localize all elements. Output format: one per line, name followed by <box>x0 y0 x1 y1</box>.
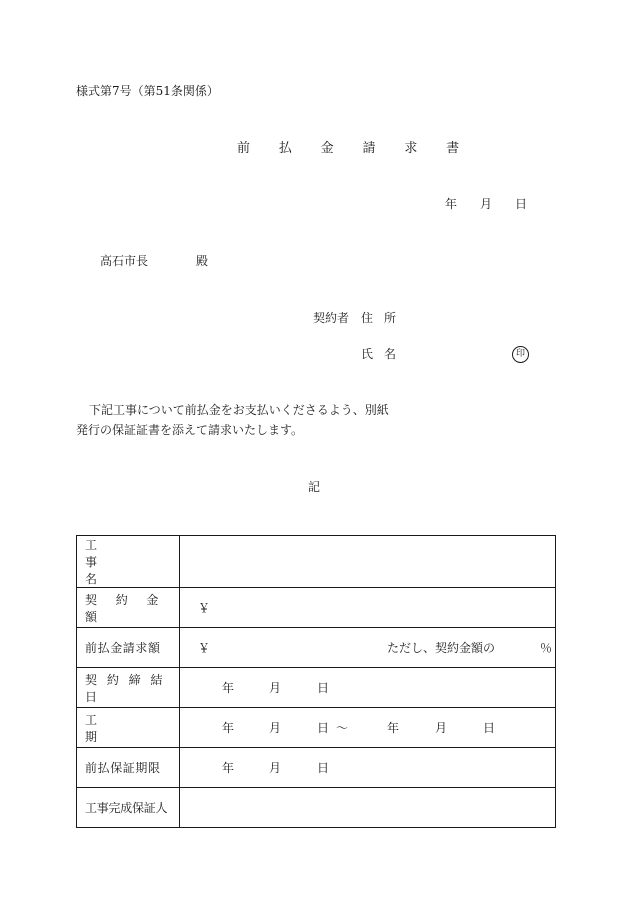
currency-symbol: ￥ <box>198 601 211 615</box>
ki-heading: 記 <box>308 480 321 494</box>
label-text: 契 約 金 額 <box>85 592 166 624</box>
label-guarantee-limit <box>77 748 180 788</box>
day-unit: 日 <box>317 721 330 735</box>
table-row <box>77 748 556 788</box>
document-title: 前 払 金 請 求 書 <box>237 141 472 156</box>
label-text: 前払保証期限 <box>85 761 161 775</box>
contractor-name-label: 氏 名 <box>361 347 400 361</box>
seal-mark <box>512 346 529 363</box>
seal-icon: 印 <box>512 346 529 363</box>
year-unit-end: 年 <box>387 721 400 735</box>
date-year: 年 <box>445 197 458 211</box>
value-guarantor[interactable] <box>180 788 556 828</box>
label-construction-name <box>77 536 180 588</box>
year-unit: 年 <box>222 681 235 695</box>
day-unit-end: 日 <box>483 721 496 735</box>
month-unit: 月 <box>269 681 282 695</box>
label-text: 前払金請求額 <box>85 641 161 655</box>
label-text: 契 約 締 結 日 <box>85 672 166 704</box>
percent-sign: ％ <box>540 641 553 655</box>
table-row <box>77 788 556 828</box>
date-month: 月 <box>480 197 493 211</box>
prepay-note: ただし、契約金額の <box>387 641 496 655</box>
label-prepay-amount <box>77 628 180 668</box>
table-row <box>77 536 556 588</box>
month-unit: 月 <box>269 721 282 735</box>
table-row <box>77 588 556 628</box>
day-unit: 日 <box>317 761 330 775</box>
month-unit: 月 <box>269 761 282 775</box>
label-text: 工事完成保証人 <box>85 801 168 815</box>
date-day: 日 <box>515 197 528 211</box>
table-row <box>77 628 556 668</box>
year-unit: 年 <box>222 721 235 735</box>
contractor-role: 契約者 <box>313 311 350 325</box>
label-period <box>77 708 180 748</box>
form-number: 様式第7号（第51条関係） <box>76 84 219 98</box>
value-guarantee-limit[interactable] <box>180 748 556 788</box>
month-unit-end: 月 <box>435 721 448 735</box>
table-row <box>77 668 556 708</box>
label-guarantor <box>77 788 180 828</box>
contractor-address-label: 住 所 <box>361 311 400 325</box>
request-table <box>76 535 556 828</box>
value-period[interactable] <box>180 708 556 748</box>
value-construction-name[interactable] <box>180 536 556 588</box>
label-contract-amount <box>77 588 180 628</box>
addressee-honorific: 殿 <box>196 254 209 268</box>
body-text-line1: 下記工事について前払金をお支払いくださるよう、別紙 <box>89 403 389 417</box>
addressee-name: 高石市長 <box>100 254 149 268</box>
table-row <box>77 708 556 748</box>
body-text-line2: 発行の保証証書を添えて請求いたします。 <box>76 423 304 437</box>
value-contract-date[interactable] <box>180 668 556 708</box>
tilde-separator: ～ <box>336 721 349 735</box>
year-unit: 年 <box>222 761 235 775</box>
label-text: 工 事 名 <box>85 538 125 586</box>
day-unit: 日 <box>317 681 330 695</box>
currency-symbol: ￥ <box>198 641 211 655</box>
value-contract-amount[interactable] <box>180 588 556 628</box>
value-prepay-amount[interactable] <box>180 628 556 668</box>
label-text: 工 期 <box>85 712 155 744</box>
label-contract-date <box>77 668 180 708</box>
